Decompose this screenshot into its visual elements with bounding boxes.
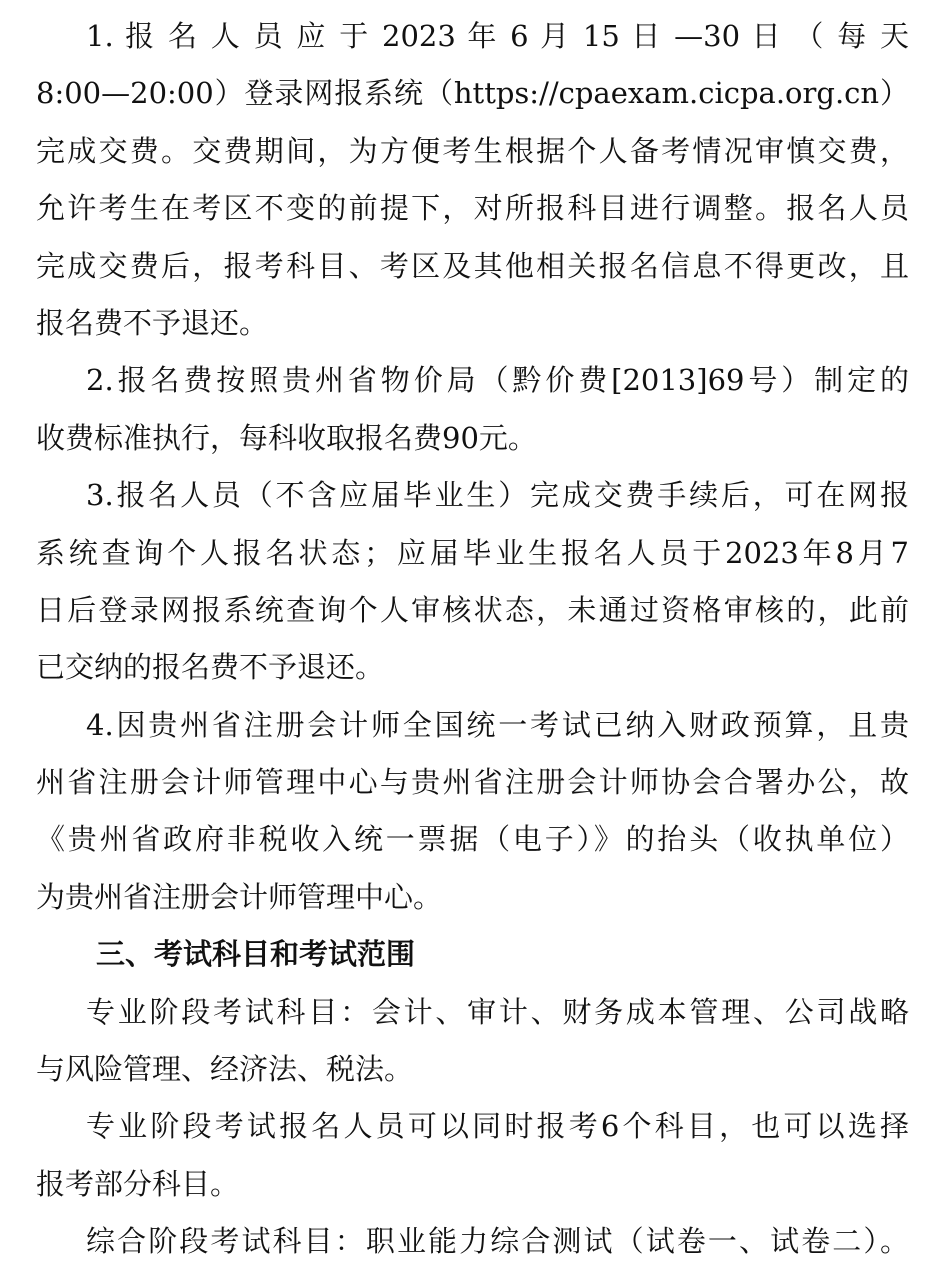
paragraph-1-line-2: 8:00—20:00）登录网报系统（https://cpaexam.cicpa.org.cn） (36, 76, 909, 111)
paragraph-1-line-1: 1. 报 名 人 员 应 于 2023 年 6 月 15 日 —30 日 （ 每 天 (86, 19, 909, 53)
paragraph-3-line-2: 系统查询个人报名状态；应届毕业生报名人员于2023年8月7 (36, 535, 909, 570)
paragraph-6-line-2: 报考部分科目。 (36, 1166, 240, 1201)
paragraph-3-line-4: 已交纳的报名费不予退还。 (36, 650, 385, 685)
paragraph-1-line-6: 报名费不予退还。 (36, 305, 269, 340)
paragraph-6-line-1: 专业阶段考试报名人员可以同时报考6个科目，也可以选择 (86, 1109, 909, 1144)
paragraph-4-line-1: 4.因贵州省注册会计师全国统一考试已纳入财政预算，且贵 (86, 707, 909, 742)
paragraph-4-line-3: 《贵州省政府非税收入统一票据（电子）》的抬头（收执单位） (36, 822, 909, 857)
paragraph-7-line-1: 综合阶段考试科目：职业能力综合测试（试卷一、试卷二）。 (86, 1224, 909, 1259)
paragraph-5-line-2: 与风险管理、经济法、税法。 (36, 1052, 414, 1087)
paragraph-3-line-3: 日后登录网报系统查询个人审核状态，未通过资格审核的，此前 (36, 592, 909, 627)
paragraph-1-line-3: 完成交费。交费期间，为方便考生根据个人备考情况审慎交费， (36, 133, 909, 168)
paragraph-5-line-1: 专业阶段考试科目：会计、审计、财务成本管理、公司战略 (86, 994, 909, 1029)
paragraph-1-line-5: 完成交费后，报考科目、考区及其他相关报名信息不得更改，且 (36, 248, 909, 283)
paragraph-3-line-1: 3.报名人员（不含应届毕业生）完成交费手续后，可在网报 (86, 478, 909, 513)
paragraph-1-line-4: 允许考生在考区不变的前提下，对所报科目进行调整。报名人员 (36, 191, 909, 226)
paragraph-4-line-2: 州省注册会计师管理中心与贵州省注册会计师协会合署办公，故 (36, 765, 909, 800)
paragraph-4-line-4: 为贵州省注册会计师管理中心。 (36, 879, 443, 914)
paragraph-2-line-2: 收费标准执行，每科收取报名费90元。 (36, 420, 537, 455)
section-heading: 三、考试科目和考试范围 (96, 937, 416, 972)
paragraph-2-line-1: 2.报名费按照贵州省物价局（黔价费[2013]69号）制定的 (86, 363, 909, 398)
